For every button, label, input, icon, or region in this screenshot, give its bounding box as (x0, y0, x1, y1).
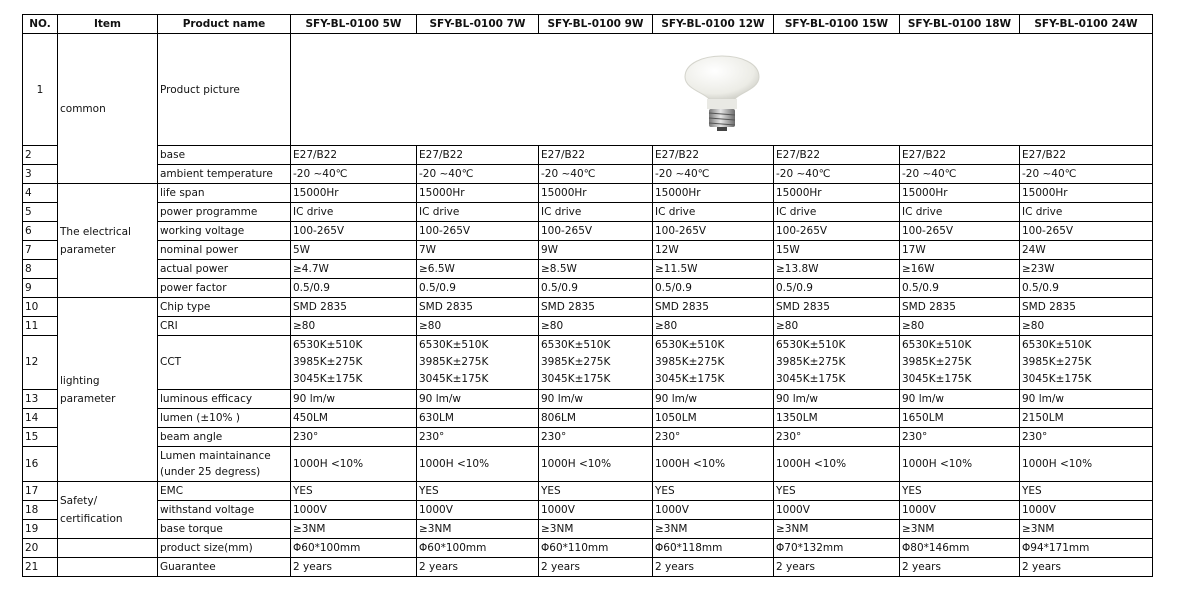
table-row (23, 260, 1153, 279)
value-cell: 230° (291, 428, 417, 447)
cct-value: 3045K±175K (541, 373, 611, 385)
value-cell: ≥3NM (539, 520, 653, 539)
value-cell: 0.5/0.9 (900, 279, 1020, 298)
value-cell: Φ94*171mm (1020, 539, 1153, 558)
value-cell: 2 years (417, 558, 539, 577)
value-cell: 9W (539, 241, 653, 260)
value-cell: ≥3NM (900, 520, 1020, 539)
value-cell: 90 lm/w (291, 390, 417, 409)
row-label: life span (158, 184, 291, 203)
value-cell: IC drive (417, 203, 539, 222)
value-cell: 0.5/0.9 (1020, 279, 1153, 298)
value-cell: 1350LM (774, 409, 900, 428)
cct-value: 6530K±510K (902, 339, 972, 351)
value-cell: 1000V (774, 501, 900, 520)
bulb-image (677, 37, 767, 137)
value-cell: 15000Hr (653, 184, 774, 203)
row-number: 11 (23, 317, 58, 336)
value-cell: 2150LM (1020, 409, 1153, 428)
value-cell: YES (900, 482, 1020, 501)
value-cell: 230° (774, 428, 900, 447)
row-number: 21 (23, 558, 58, 577)
value-cell: 230° (417, 428, 539, 447)
value-cell: SMD 2835 (539, 298, 653, 317)
table-row (23, 520, 1153, 539)
row-number: 9 (23, 279, 58, 298)
row-label: CRI (158, 317, 291, 336)
value-cell: YES (539, 482, 653, 501)
row-number: 18 (23, 501, 58, 520)
value-cell: ≥80 (417, 317, 539, 336)
value-cell: -20 ~40℃ (900, 165, 1020, 184)
value-cell: 1050LM (653, 409, 774, 428)
spec-table (22, 14, 1153, 577)
value-cell: 100-265V (900, 222, 1020, 241)
value-cell: IC drive (539, 203, 653, 222)
table-row (23, 34, 1153, 146)
cct-value: 3985K±275K (541, 356, 611, 368)
cct-value: 6530K±510K (293, 339, 363, 351)
value-cell: ≥4.7W (291, 260, 417, 279)
value-cell: 0.5/0.9 (653, 279, 774, 298)
value-cell: 1000H <10% (1020, 447, 1153, 482)
table-row (23, 539, 1153, 558)
value-cell: SMD 2835 (291, 298, 417, 317)
row-number: 3 (23, 165, 58, 184)
value-cell: 100-265V (653, 222, 774, 241)
value-cell: 230° (653, 428, 774, 447)
value-cell: Φ80*146mm (900, 539, 1020, 558)
value-cell: 100-265V (291, 222, 417, 241)
value-cell: E27/B22 (653, 146, 774, 165)
value-cell: ≥3NM (291, 520, 417, 539)
value-cell: -20 ~40℃ (653, 165, 774, 184)
table-row (23, 558, 1153, 577)
value-cell: 1000H <10% (774, 447, 900, 482)
value-cell: SMD 2835 (417, 298, 539, 317)
row-label: nominal power (158, 241, 291, 260)
row-number: 20 (23, 539, 58, 558)
header-product-name: Product name (158, 15, 291, 34)
value-cell: 630LM (417, 409, 539, 428)
row-number: 4 (23, 184, 58, 203)
row-label: CCT (158, 336, 291, 390)
row-number: 8 (23, 260, 58, 279)
item-group-common: common (58, 34, 158, 184)
row-label: lumen (±10% ) (158, 409, 291, 428)
value-cell: 15000Hr (774, 184, 900, 203)
row-label: working voltage (158, 222, 291, 241)
value-cell: IC drive (774, 203, 900, 222)
row-number: 10 (23, 298, 58, 317)
item-group-lighting: lighting parameter (58, 298, 158, 482)
row-number: 13 (23, 390, 58, 409)
value-cell: 90 lm/w (417, 390, 539, 409)
value-cell: 90 lm/w (653, 390, 774, 409)
value-cell: ≥80 (774, 317, 900, 336)
value-cell: IC drive (653, 203, 774, 222)
value-cell: 17W (900, 241, 1020, 260)
value-cell: 1000V (1020, 501, 1153, 520)
table-row (23, 317, 1153, 336)
header-model: SFY-BL-0100 24W (1020, 15, 1153, 34)
value-cell: 5W (291, 241, 417, 260)
value-cell: 2 years (900, 558, 1020, 577)
row-number: 16 (23, 447, 58, 482)
table-row (23, 146, 1153, 165)
value-cell: ≥80 (1020, 317, 1153, 336)
cct-cell (539, 336, 653, 390)
value-cell: 90 lm/w (539, 390, 653, 409)
table-row (23, 279, 1153, 298)
value-cell: E27/B22 (291, 146, 417, 165)
value-cell: 230° (900, 428, 1020, 447)
value-cell: IC drive (900, 203, 1020, 222)
value-cell: 1650LM (900, 409, 1020, 428)
row-label: base torque (158, 520, 291, 539)
value-cell: -20 ~40℃ (774, 165, 900, 184)
value-cell: SMD 2835 (1020, 298, 1153, 317)
value-cell: Φ60*110mm (539, 539, 653, 558)
value-cell: ≥80 (291, 317, 417, 336)
value-cell: E27/B22 (417, 146, 539, 165)
value-cell: 1000H <10% (653, 447, 774, 482)
row-number: 14 (23, 409, 58, 428)
value-cell: YES (1020, 482, 1153, 501)
header-model: SFY-BL-0100 12W (653, 15, 774, 34)
header-model: SFY-BL-0100 9W (539, 15, 653, 34)
cct-value: 3985K±275K (902, 356, 972, 368)
value-cell: 0.5/0.9 (291, 279, 417, 298)
value-cell: 1000V (653, 501, 774, 520)
cct-value: 3985K±275K (1022, 356, 1092, 368)
value-cell: 1000V (417, 501, 539, 520)
value-cell: 15000Hr (1020, 184, 1153, 203)
cct-value: 3045K±175K (1022, 373, 1092, 385)
table-row (23, 390, 1153, 409)
value-cell: Φ60*118mm (653, 539, 774, 558)
value-cell: E27/B22 (1020, 146, 1153, 165)
value-cell: 230° (539, 428, 653, 447)
value-cell: 15000Hr (900, 184, 1020, 203)
value-cell: ≥6.5W (417, 260, 539, 279)
row-number: 2 (23, 146, 58, 165)
cct-value: 3985K±275K (776, 356, 846, 368)
row-number: 19 (23, 520, 58, 539)
item-group-empty (58, 558, 158, 577)
header-no: NO. (23, 15, 58, 34)
value-cell: 2 years (774, 558, 900, 577)
value-cell: 450LM (291, 409, 417, 428)
cct-value: 3985K±275K (293, 356, 363, 368)
cct-value: 6530K±510K (419, 339, 489, 351)
value-cell: ≥13.8W (774, 260, 900, 279)
value-cell: YES (417, 482, 539, 501)
value-cell: ≥16W (900, 260, 1020, 279)
value-cell: ≥3NM (653, 520, 774, 539)
cct-cell (900, 336, 1020, 390)
value-cell: ≥11.5W (653, 260, 774, 279)
row-number: 7 (23, 241, 58, 260)
value-cell: 230° (1020, 428, 1153, 447)
value-cell: 0.5/0.9 (774, 279, 900, 298)
value-cell: 24W (1020, 241, 1153, 260)
value-cell: 2 years (653, 558, 774, 577)
value-cell: ≥80 (653, 317, 774, 336)
value-cell: 1000H <10% (417, 447, 539, 482)
row-label: Product picture (158, 34, 291, 146)
product-picture-cell (291, 34, 1153, 146)
value-cell: 1000H <10% (900, 447, 1020, 482)
cct-value: 6530K±510K (776, 339, 846, 351)
table-row (23, 203, 1153, 222)
value-cell: -20 ~40℃ (539, 165, 653, 184)
value-cell: IC drive (291, 203, 417, 222)
value-cell: 1000V (539, 501, 653, 520)
cct-value: 6530K±510K (1022, 339, 1092, 351)
table-row (23, 428, 1153, 447)
cct-value: 6530K±510K (541, 339, 611, 351)
row-label: beam angle (158, 428, 291, 447)
value-cell: ≥3NM (417, 520, 539, 539)
header-model: SFY-BL-0100 5W (291, 15, 417, 34)
item-group-electrical: The electrical parameter (58, 184, 158, 298)
row-number: 5 (23, 203, 58, 222)
table-row (23, 482, 1153, 501)
value-cell: 15000Hr (539, 184, 653, 203)
table-row (23, 336, 1153, 390)
value-cell: 100-265V (1020, 222, 1153, 241)
value-cell: Φ60*100mm (417, 539, 539, 558)
value-cell: ≥80 (900, 317, 1020, 336)
row-label: power programme (158, 203, 291, 222)
cct-value: 3985K±275K (419, 356, 489, 368)
value-cell: 15000Hr (291, 184, 417, 203)
header-model: SFY-BL-0100 7W (417, 15, 539, 34)
cct-value: 3045K±175K (655, 373, 725, 385)
header-model: SFY-BL-0100 15W (774, 15, 900, 34)
cct-value: 3045K±175K (776, 373, 846, 385)
row-number: 15 (23, 428, 58, 447)
row-label: withstand voltage (158, 501, 291, 520)
row-number: 17 (23, 482, 58, 501)
value-cell: 1000V (291, 501, 417, 520)
value-cell: E27/B22 (539, 146, 653, 165)
value-cell: ≥3NM (1020, 520, 1153, 539)
cct-cell (653, 336, 774, 390)
table-row (23, 409, 1153, 428)
value-cell: 1000V (900, 501, 1020, 520)
row-number: 12 (23, 336, 58, 390)
row-label: Guarantee (158, 558, 291, 577)
table-row (23, 165, 1153, 184)
cct-value: 3045K±175K (902, 373, 972, 385)
row-number: 1 (23, 34, 58, 146)
value-cell: IC drive (1020, 203, 1153, 222)
cct-cell (774, 336, 900, 390)
value-cell: 2 years (1020, 558, 1153, 577)
row-label: base (158, 146, 291, 165)
value-cell: 0.5/0.9 (539, 279, 653, 298)
value-cell: SMD 2835 (900, 298, 1020, 317)
value-cell: YES (774, 482, 900, 501)
cct-cell (291, 336, 417, 390)
table-row (23, 447, 1153, 482)
value-cell: 2 years (539, 558, 653, 577)
row-label: ambient temperature (158, 165, 291, 184)
table-row (23, 298, 1153, 317)
row-label: Lumen maintainance (under 25 degress) (158, 447, 291, 482)
cct-value: 3985K±275K (655, 356, 725, 368)
row-label: product size(mm) (158, 539, 291, 558)
cct-value: 3045K±175K (419, 373, 489, 385)
value-cell: -20 ~40℃ (417, 165, 539, 184)
header-row (23, 15, 1153, 34)
value-cell: 90 lm/w (774, 390, 900, 409)
value-cell: 2 years (291, 558, 417, 577)
cct-value: 6530K±510K (655, 339, 725, 351)
value-cell: ≥80 (539, 317, 653, 336)
value-cell: E27/B22 (900, 146, 1020, 165)
value-cell: 15000Hr (417, 184, 539, 203)
value-cell: YES (291, 482, 417, 501)
value-cell: E27/B22 (774, 146, 900, 165)
value-cell: 1000H <10% (539, 447, 653, 482)
value-cell: SMD 2835 (653, 298, 774, 317)
row-label: luminous efficacy (158, 390, 291, 409)
row-number: 6 (23, 222, 58, 241)
header-item: Item (58, 15, 158, 34)
item-group-empty (58, 539, 158, 558)
value-cell: SMD 2835 (774, 298, 900, 317)
value-cell: 100-265V (539, 222, 653, 241)
value-cell: ≥8.5W (539, 260, 653, 279)
value-cell: -20 ~40℃ (1020, 165, 1153, 184)
item-group-safety: Safety/ certification (58, 482, 158, 539)
value-cell: 15W (774, 241, 900, 260)
value-cell: Φ60*100mm (291, 539, 417, 558)
table-row (23, 184, 1153, 203)
table-row (23, 501, 1153, 520)
value-cell: 7W (417, 241, 539, 260)
row-label: actual power (158, 260, 291, 279)
value-cell: 12W (653, 241, 774, 260)
cct-value: 3045K±175K (293, 373, 363, 385)
value-cell: ≥23W (1020, 260, 1153, 279)
header-model: SFY-BL-0100 18W (900, 15, 1020, 34)
value-cell: 90 lm/w (900, 390, 1020, 409)
row-label: EMC (158, 482, 291, 501)
value-cell: 90 lm/w (1020, 390, 1153, 409)
value-cell: -20 ~40℃ (291, 165, 417, 184)
value-cell: YES (653, 482, 774, 501)
row-label: power factor (158, 279, 291, 298)
value-cell: Φ70*132mm (774, 539, 900, 558)
table-row (23, 241, 1153, 260)
value-cell: 100-265V (774, 222, 900, 241)
value-cell: 806LM (539, 409, 653, 428)
value-cell: 1000H <10% (291, 447, 417, 482)
row-label: Chip type (158, 298, 291, 317)
value-cell: 100-265V (417, 222, 539, 241)
cct-cell (417, 336, 539, 390)
value-cell: ≥3NM (774, 520, 900, 539)
table-row (23, 222, 1153, 241)
cct-cell (1020, 336, 1153, 390)
value-cell: 0.5/0.9 (417, 279, 539, 298)
